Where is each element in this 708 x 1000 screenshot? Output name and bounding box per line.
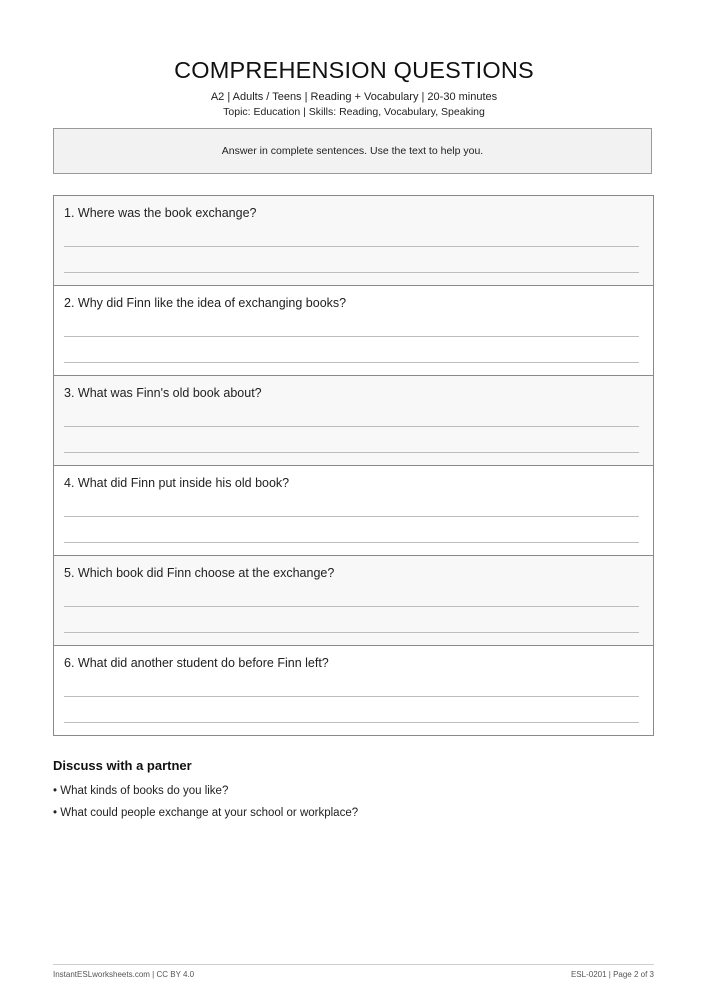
question-row — [54, 196, 653, 286]
answer-line[interactable] — [64, 426, 639, 427]
answer-line[interactable] — [64, 722, 639, 723]
question-text: 1. Where was the book exchange? — [64, 206, 257, 220]
answer-line[interactable] — [64, 696, 639, 697]
discussion-item: • What kinds of books do you like? — [53, 785, 229, 797]
question-text: 3. What was Finn's old book about? — [64, 386, 262, 400]
answer-line[interactable] — [64, 632, 639, 633]
answer-line[interactable] — [64, 606, 639, 607]
instructions-box — [53, 128, 652, 174]
answer-line[interactable] — [64, 336, 639, 337]
question-row — [54, 286, 653, 376]
topic-meta: Topic: Education | Skills: Reading, Vocabulary, Speaking — [223, 106, 485, 118]
question-text: 5. Which book did Finn choose at the exchange? — [64, 566, 335, 580]
answer-line[interactable] — [64, 272, 639, 273]
question-text: 4. What did Finn put inside his old book? — [64, 476, 290, 490]
page-title: COMPREHENSION QUESTIONS — [174, 57, 534, 83]
instructions-text: Answer in complete sentences. Use the text to help you. — [221, 145, 484, 157]
answer-line[interactable] — [64, 542, 639, 543]
question-row — [54, 646, 653, 735]
footer-page-number: ESL-0201 | Page 2 of 3 — [570, 970, 654, 979]
question-text: 6. What did another student do before Finn left? — [64, 656, 329, 670]
question-text: 2. Why did Finn like the idea of exchanging books? — [64, 296, 347, 310]
answer-line[interactable] — [64, 452, 639, 453]
footer-divider — [53, 964, 654, 965]
questions-table — [53, 195, 654, 736]
answer-line[interactable] — [64, 516, 639, 517]
discussion-heading: Discuss with a partner — [53, 758, 192, 773]
answer-line[interactable] — [64, 362, 639, 363]
discussion-item: • What could people exchange at your school or workplace? — [53, 807, 359, 819]
footer-license: InstantESLworksheets.com | CC BY 4.0 — [53, 970, 195, 979]
answer-line[interactable] — [64, 246, 639, 247]
question-row — [54, 466, 653, 556]
level-meta: A2 | Adults / Teens | Reading + Vocabulary | 20-30 minutes — [210, 91, 498, 103]
question-row — [54, 556, 653, 646]
question-row — [54, 376, 653, 466]
